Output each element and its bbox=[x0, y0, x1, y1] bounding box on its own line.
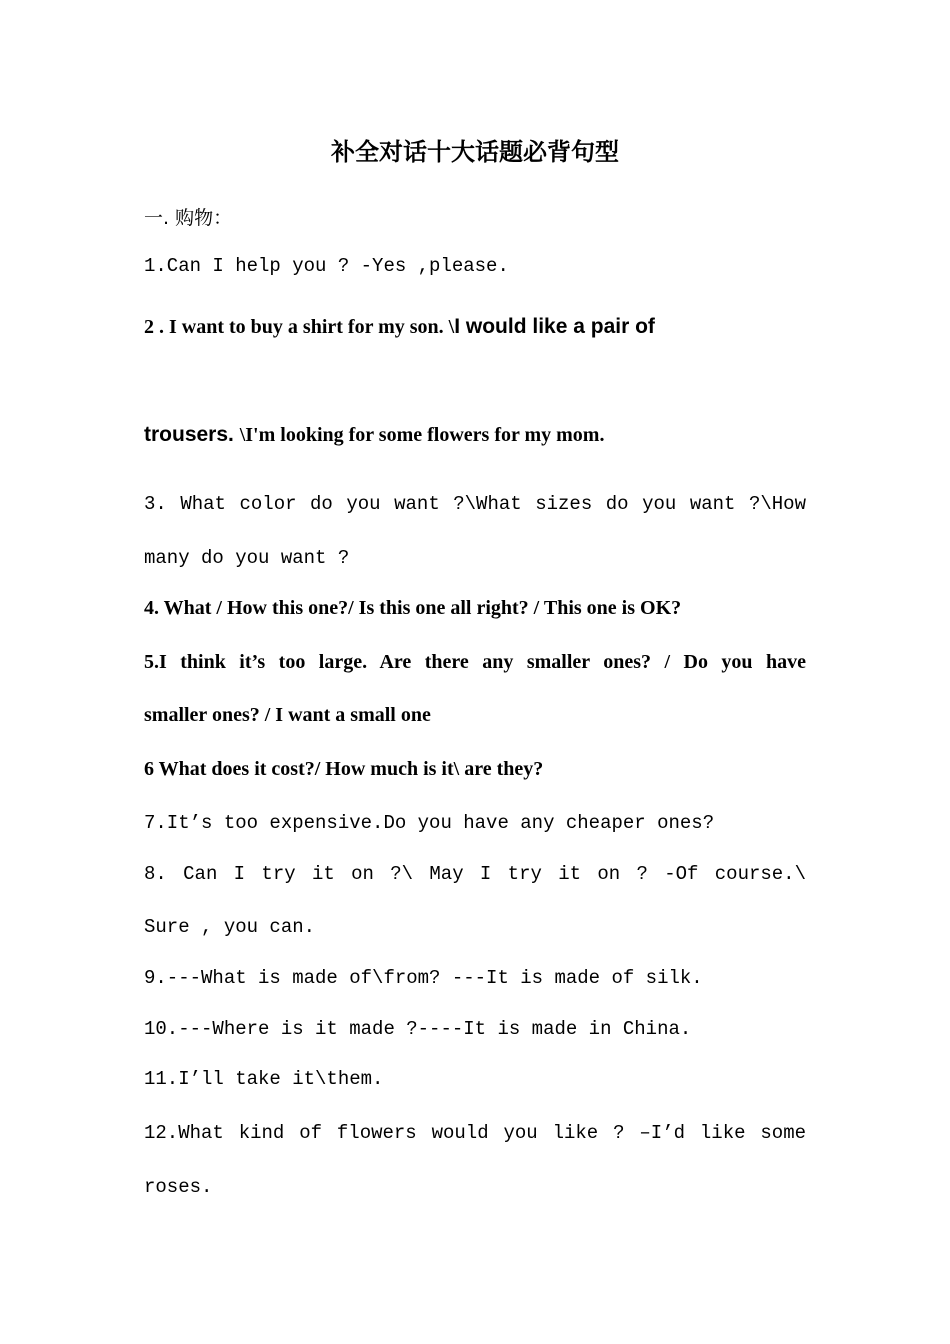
sentence-2-part-b: I would like a pair of bbox=[454, 315, 655, 338]
sentence-5-line-1: 5.I think it’s too large. Are there any smaller ones? / Do you have bbox=[144, 651, 806, 673]
sentence-3-line-2: many do you want ? bbox=[144, 547, 350, 569]
sentence-8-line-2: Sure , you can. bbox=[144, 916, 316, 938]
sentence-2-line-1 bbox=[144, 315, 806, 339]
sentence-3-line-1: 3. What color do you want ?\What sizes do you want ?\How bbox=[144, 493, 806, 515]
section-heading-shopping: 一. 购物： bbox=[144, 207, 233, 229]
sentence-8-line-1: 8. Can I try it on ?\ May I try it on ? -Of course.\ bbox=[144, 863, 806, 885]
sentence-10: 10.---Where is it made ?----It is made in China. bbox=[144, 1018, 692, 1040]
sentence-12-line-2: roses. bbox=[144, 1176, 213, 1198]
sentence-2-part-c: trousers. bbox=[144, 423, 240, 446]
sentence-4: 4. What / How this one?/ Is this one all right? / This one is OK? bbox=[144, 597, 682, 619]
sentence-6: 6 What does it cost?/ How much is it\ are they? bbox=[144, 758, 544, 780]
sentence-2-part-d: \I'm looking for some flowers for my mom. bbox=[239, 424, 605, 446]
sentence-7: 7.It’s too expensive.Do you have any cheaper ones? bbox=[144, 812, 715, 834]
sentence-5-line-2: smaller ones? / I want a small one bbox=[144, 704, 431, 726]
sentence-12-line-1: 12.What kind of flowers would you like ? –I’d like some bbox=[144, 1122, 806, 1144]
page-title: 补全对话十大话题必背句型 bbox=[331, 138, 619, 166]
sentence-11: 11.I’ll take it\them. bbox=[144, 1068, 384, 1090]
sentence-1: 1.Can I help you ? -Yes ,please. bbox=[144, 255, 509, 277]
sentence-2-line-2 bbox=[144, 423, 806, 447]
sentence-2-part-a: 2 . I want to buy a shirt for my son. \ bbox=[144, 316, 455, 338]
sentence-9: 9.---What is made of\from? ---It is made of silk. bbox=[144, 967, 703, 989]
